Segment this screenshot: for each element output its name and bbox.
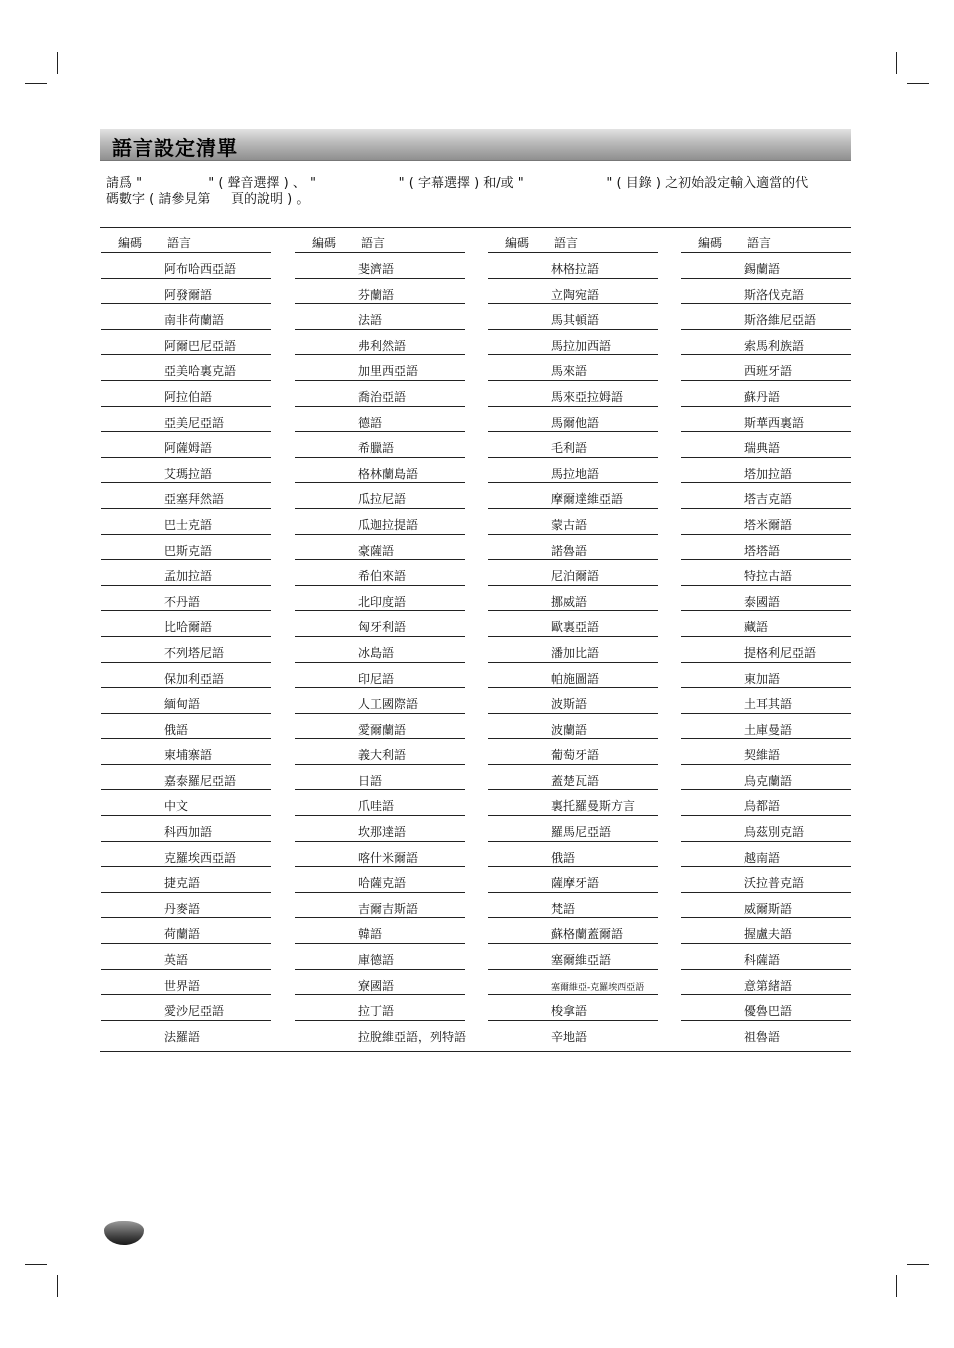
table-row: [681, 407, 851, 433]
table-row: [681, 432, 851, 458]
language-name: 爪哇語: [358, 799, 395, 814]
header-code: 編碼: [505, 236, 530, 250]
table-row: [681, 304, 851, 330]
crop-mark: [896, 52, 897, 74]
header-language: 語言: [167, 236, 192, 250]
crop-mark: [896, 1275, 897, 1297]
table-row: [101, 688, 271, 714]
language-name: 喀什米爾語: [358, 850, 419, 865]
language-name: 祖魯語: [744, 1029, 781, 1044]
table-row: [681, 509, 851, 535]
table-row: [101, 714, 271, 740]
language-name: 比哈爾語: [164, 620, 213, 635]
language-name: 斯華西裏語: [744, 415, 805, 430]
language-name: 庫德語: [358, 953, 395, 968]
language-name: 捷克語: [164, 876, 201, 891]
table-row: [488, 509, 658, 535]
table-row: [295, 663, 465, 689]
table-row: [101, 253, 271, 279]
language-name: 艾瑪拉語: [164, 466, 213, 481]
table-row: [488, 816, 658, 842]
table-row: [681, 714, 851, 740]
language-name: 俄語: [164, 722, 189, 737]
table-row: [488, 611, 658, 637]
table-row: [295, 637, 465, 663]
language-name: 北印度語: [358, 594, 407, 609]
language-name: 塞爾維亞語: [551, 953, 612, 968]
language-name: 阿發爾語: [164, 287, 213, 302]
language-column: [295, 228, 465, 1045]
language-name: 土庫曼語: [744, 722, 793, 737]
table-row: [295, 944, 465, 970]
language-name: 沃拉普克語: [744, 876, 805, 891]
table-row: [101, 765, 271, 791]
table-row: [295, 304, 465, 330]
table-row: [488, 560, 658, 586]
language-name: 威爾斯語: [744, 901, 793, 916]
language-name: 喬治亞語: [358, 389, 407, 404]
language-name: 馬其頓語: [551, 313, 600, 328]
language-name: 東加語: [744, 671, 781, 686]
table-row: [681, 535, 851, 561]
language-name: 烏都語: [744, 799, 781, 814]
language-name: 瑞典語: [744, 441, 781, 456]
language-name: 蘇格蘭蓋爾語: [551, 927, 624, 942]
language-name: 阿拉伯語: [164, 389, 213, 404]
table-row: [295, 1021, 465, 1046]
language-name: 阿薩姆語: [164, 441, 213, 456]
table-row: [488, 407, 658, 433]
language-name: 科薩語: [744, 953, 781, 968]
table-row: [681, 765, 851, 791]
section-title-bar: [100, 129, 851, 161]
table-row: [295, 893, 465, 919]
table-row: [295, 253, 465, 279]
language-name: 林格拉語: [551, 262, 600, 276]
table-row: [488, 458, 658, 484]
table-row: [295, 432, 465, 458]
table-row: [681, 918, 851, 944]
language-name: 加里西亞語: [358, 364, 419, 379]
language-name: 吉爾吉斯語: [358, 901, 419, 916]
language-name: 梭拿語: [551, 1004, 588, 1019]
table-row: [295, 560, 465, 586]
table-row: [101, 535, 271, 561]
header-language: 語言: [361, 236, 386, 250]
header-code: 編碼: [698, 236, 723, 250]
language-name: 葡萄牙語: [551, 748, 600, 763]
crop-mark: [25, 1264, 47, 1265]
table-row: [295, 407, 465, 433]
table-row: [488, 381, 658, 407]
table-row: [101, 1021, 271, 1046]
table-row: [101, 944, 271, 970]
language-name: 德語: [358, 415, 383, 430]
language-name: 索馬利族語: [744, 338, 805, 353]
intro-line-2: 碼數字 ( 請參見第 頁的說明 ) 。: [106, 192, 310, 207]
table-row: [295, 739, 465, 765]
crop-mark: [907, 83, 929, 84]
table-row: [295, 790, 465, 816]
table-row: [101, 330, 271, 356]
language-name: 蘇丹語: [744, 389, 781, 404]
table-row: [488, 663, 658, 689]
language-name: 瓜拉尼語: [358, 492, 407, 507]
table-row: [681, 995, 851, 1021]
language-name: 塔加拉語: [744, 466, 793, 481]
language-name: 哈薩克語: [358, 876, 407, 891]
language-name: 馬拉地語: [551, 466, 600, 481]
table-row: [488, 842, 658, 868]
table-row: [101, 304, 271, 330]
table-row: [681, 944, 851, 970]
language-name: 英語: [164, 953, 189, 968]
language-name: 豪薩語: [358, 543, 395, 558]
language-name: 印尼語: [358, 671, 395, 686]
table-row: [681, 790, 851, 816]
table-row: [681, 637, 851, 663]
language-name: 歐裏亞語: [551, 620, 600, 635]
table-row: [101, 560, 271, 586]
table-row: [681, 1021, 851, 1046]
table-row: [101, 893, 271, 919]
language-name: 亞塞拜然語: [164, 492, 225, 507]
language-name: 法羅語: [164, 1029, 201, 1044]
table-row: [101, 637, 271, 663]
table-row: [488, 714, 658, 740]
table-row: [681, 381, 851, 407]
language-name: 柬埔寨語: [164, 748, 213, 763]
language-name: 斐濟語: [358, 262, 395, 276]
header-language: 語言: [747, 236, 772, 250]
table-row: [488, 637, 658, 663]
table-row: [101, 970, 271, 996]
table-row: [488, 790, 658, 816]
language-name: 摩爾達維亞語: [551, 492, 624, 507]
table-row: [681, 586, 851, 612]
language-name: 巴斯克語: [164, 543, 213, 558]
table-row: [488, 279, 658, 305]
table-row: [295, 483, 465, 509]
table-row: [101, 790, 271, 816]
language-name: 韓語: [358, 927, 383, 942]
language-name: 西班牙語: [744, 364, 793, 379]
table-row: [488, 944, 658, 970]
language-column: [488, 228, 658, 1045]
language-name: 波蘭語: [551, 722, 588, 737]
language-name: 尼泊爾語: [551, 569, 600, 584]
language-name: 烏克蘭語: [744, 773, 793, 788]
language-name: 愛爾蘭語: [358, 722, 407, 737]
table-row: [488, 970, 658, 996]
table-row: [295, 509, 465, 535]
table-row: [488, 586, 658, 612]
table-row: [101, 611, 271, 637]
language-name: 帕施圖語: [551, 671, 600, 686]
language-name: 錫蘭語: [744, 262, 781, 276]
table-row: [681, 483, 851, 509]
language-name: 法語: [358, 313, 383, 328]
language-name: 緬甸語: [164, 697, 201, 712]
language-name: 南非荷蘭語: [164, 313, 225, 328]
table-row: [295, 330, 465, 356]
language-name: 義大利語: [358, 748, 407, 763]
language-name: 塔米爾語: [744, 517, 793, 532]
language-name: 拉脫維亞語，列特語: [358, 1029, 467, 1044]
table-row: [681, 253, 851, 279]
page-number-tab: [104, 1221, 144, 1245]
table-row: [101, 509, 271, 535]
table-row: [488, 355, 658, 381]
language-name: 契維語: [744, 748, 781, 763]
page-title: 語言設定清單: [112, 136, 238, 160]
language-name: 希伯來語: [358, 569, 407, 584]
language-name: 亞美尼亞語: [164, 415, 225, 430]
language-name: 塔塔語: [744, 543, 781, 558]
table-row: [681, 330, 851, 356]
language-name: 保加利亞語: [164, 671, 225, 686]
table-row: [101, 842, 271, 868]
table-row: [681, 663, 851, 689]
table-row: [488, 483, 658, 509]
language-name: 芬蘭語: [358, 287, 395, 302]
language-name: 阿布哈西亞語: [164, 262, 237, 276]
language-name: 亞美哈裏克語: [164, 364, 237, 379]
table-row: [488, 739, 658, 765]
crop-mark: [25, 83, 47, 84]
language-name: 塔吉克語: [744, 492, 793, 507]
table-row: [681, 816, 851, 842]
table-row: [101, 483, 271, 509]
language-name: 辛地語: [551, 1029, 588, 1044]
table-row: [488, 330, 658, 356]
language-name: 挪威語: [551, 594, 588, 609]
table-row: [488, 765, 658, 791]
table-row: [295, 842, 465, 868]
language-name: 希臘語: [358, 441, 395, 456]
header-language: 語言: [554, 236, 579, 250]
language-name: 塞爾維亞-克羅埃西亞語: [551, 982, 645, 993]
table-row: [681, 279, 851, 305]
table-row: [681, 893, 851, 919]
table-row: [295, 611, 465, 637]
table-row: [681, 739, 851, 765]
language-name: 丹麥語: [164, 901, 201, 916]
language-name: 冰島語: [358, 645, 395, 660]
table-row: [681, 867, 851, 893]
table-row: [488, 688, 658, 714]
language-name: 烏茲別克語: [744, 825, 805, 840]
language-name: 裏托羅曼斯方言: [551, 799, 636, 814]
language-name: 寮國語: [358, 978, 395, 993]
language-name: 握盧夫語: [744, 927, 793, 942]
language-name: 弗利然語: [358, 338, 407, 353]
language-name: 斯洛伐克語: [744, 287, 805, 302]
language-name: 不列塔尼語: [164, 645, 225, 660]
table-row: [488, 893, 658, 919]
table-row: [488, 535, 658, 561]
language-name: 科西加語: [164, 825, 213, 840]
language-name: 梵語: [551, 901, 576, 916]
table-row: [295, 586, 465, 612]
language-name: 特拉古語: [744, 569, 793, 584]
table-row: [295, 355, 465, 381]
table-row: [681, 688, 851, 714]
language-name: 中文: [164, 799, 189, 814]
language-name: 阿爾巴尼亞語: [164, 338, 237, 353]
table-row: [488, 918, 658, 944]
language-name: 人工國際語: [358, 697, 419, 712]
language-name: 巴士克語: [164, 517, 213, 532]
language-name: 不丹語: [164, 594, 201, 609]
crop-mark: [57, 1275, 58, 1297]
header-code: 編碼: [118, 236, 143, 250]
table-row: [101, 458, 271, 484]
column-header: [681, 228, 851, 253]
intro-paragraph: [106, 176, 846, 208]
table-row: [295, 279, 465, 305]
language-name: 克羅埃西亞語: [164, 850, 237, 865]
table-row: [101, 663, 271, 689]
table-row: [101, 355, 271, 381]
language-name: 馬拉加西語: [551, 338, 612, 353]
language-name: 孟加拉語: [164, 569, 213, 584]
header-code: 編碼: [312, 236, 337, 250]
language-name: 斯洛維尼亞語: [744, 313, 817, 328]
language-name: 愛沙尼亞語: [164, 1004, 225, 1019]
language-name: 坎那達語: [358, 825, 407, 840]
table-row: [101, 867, 271, 893]
language-name: 拉丁語: [358, 1004, 395, 1019]
table-row: [295, 458, 465, 484]
language-name: 泰國語: [744, 594, 781, 609]
language-name: 優魯巴語: [744, 1004, 793, 1019]
table-row: [295, 970, 465, 996]
intro-line-1: 請爲 " " ( 聲音選擇 ) 、 " " ( 字幕選擇 ) 和/或 " " ( 目錄 ) 之初始設定輸入適當的代: [106, 176, 809, 191]
language-name: 藏語: [744, 620, 769, 635]
language-name: 馬來亞拉姆語: [551, 389, 624, 404]
language-name: 越南語: [744, 850, 781, 865]
table-row: [488, 253, 658, 279]
table-row: [681, 560, 851, 586]
language-name: 荷蘭語: [164, 927, 201, 942]
table-row: [101, 381, 271, 407]
language-name: 格林蘭島語: [358, 466, 419, 481]
table-row: [101, 918, 271, 944]
table-row: [295, 918, 465, 944]
language-name: 俄語: [551, 850, 576, 865]
language-name: 諾魯語: [551, 543, 588, 558]
language-name: 蓋楚瓦語: [551, 773, 600, 788]
table-row: [488, 304, 658, 330]
table-row: [101, 586, 271, 612]
table-row: [101, 816, 271, 842]
table-row: [681, 611, 851, 637]
language-name: 羅馬尼亞語: [551, 825, 612, 840]
table-row: [295, 816, 465, 842]
table-row: [295, 714, 465, 740]
table-row: [488, 432, 658, 458]
table-row: [295, 535, 465, 561]
language-name: 瓜迦拉提語: [358, 517, 419, 532]
language-name: 提格利尼亞語: [744, 645, 817, 660]
table-row: [488, 1021, 658, 1046]
language-name: 毛利語: [551, 441, 588, 456]
language-name: 土耳其語: [744, 697, 793, 712]
table-row: [101, 407, 271, 433]
table-row: [488, 995, 658, 1021]
table-row: [681, 970, 851, 996]
language-name: 馬爾他語: [551, 415, 600, 430]
table-row: [295, 688, 465, 714]
table-row: [681, 458, 851, 484]
table-row: [295, 381, 465, 407]
table-row: [681, 355, 851, 381]
table-row: [101, 739, 271, 765]
language-column: [681, 228, 851, 1045]
table-row: [101, 432, 271, 458]
language-name: 蒙古語: [551, 517, 588, 532]
column-header: [295, 228, 465, 253]
language-column: [101, 228, 271, 1045]
language-name: 嘉泰羅尼亞語: [164, 773, 237, 788]
column-header: [488, 228, 658, 253]
table-row: [295, 867, 465, 893]
language-name: 薩摩牙語: [551, 876, 600, 891]
column-header: [101, 228, 271, 253]
crop-mark: [907, 1264, 929, 1265]
table-row: [295, 765, 465, 791]
language-name: 意第緒語: [744, 978, 793, 993]
language-name: 波斯語: [551, 697, 588, 712]
table-row: [295, 995, 465, 1021]
language-name: 日語: [358, 773, 383, 788]
language-name: 立陶宛語: [551, 287, 600, 302]
language-name: 潘加比語: [551, 645, 600, 660]
table-bottom-rule: [100, 1051, 851, 1052]
crop-mark: [57, 52, 58, 74]
table-row: [101, 995, 271, 1021]
language-name: 匈牙利語: [358, 620, 407, 635]
language-name: 世界語: [164, 978, 201, 993]
table-row: [101, 279, 271, 305]
table-row: [681, 842, 851, 868]
table-row: [488, 867, 658, 893]
language-name: 馬來語: [551, 364, 588, 379]
